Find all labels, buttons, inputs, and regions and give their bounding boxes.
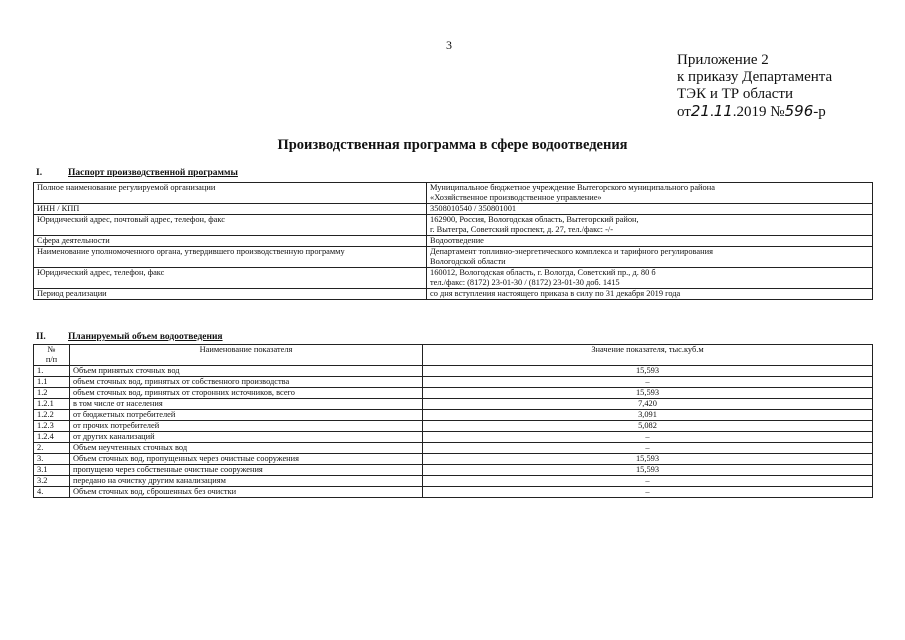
volume-num: 1.2 (34, 388, 70, 399)
section1-heading (36, 168, 238, 178)
passport-value-line: г. Вытегра, Советский проспект, д. 27, тел./факс: -/- (430, 225, 613, 234)
volume-name: Объем неучтенных сточных вод (70, 443, 423, 454)
passport-label: Наименование уполномоченного органа, утвердившего производственную программу (34, 247, 427, 268)
appendix-date-line: от21.11.2019 №596-р (677, 102, 826, 120)
passport-value-line: 162900, Россия, Вологодская область, Вытегорский район, (430, 215, 639, 224)
passport-table (33, 182, 873, 300)
volume-name: Объем принятых сточных вод (70, 366, 423, 377)
passport-value-line: 3508010540 / 350801001 (430, 204, 517, 213)
volume-value: 15,593 (423, 366, 873, 377)
section1-title: Паспорт производственной программы (68, 168, 238, 178)
section2-number: II. (36, 332, 46, 342)
section2-heading (36, 332, 223, 342)
volume-row (34, 399, 873, 410)
volume-value: – (423, 443, 873, 454)
order-suffix: -р (813, 104, 826, 120)
passport-label: Юридический адрес, почтовый адрес, телефон, факс (34, 215, 427, 236)
passport-value (427, 268, 873, 289)
handwritten-order-number: 596 (784, 102, 814, 120)
passport-value-line: Муниципальное бюджетное учреждение Вытегорского муниципального района (430, 183, 715, 192)
volume-num: 3.1 (34, 465, 70, 476)
volume-name: Объем сточных вод, пропущенных через очистные сооружения (70, 454, 423, 465)
passport-label: Полное наименование регулируемой организации (34, 183, 427, 204)
volume-row (34, 465, 873, 476)
passport-value-line: 160012, Вологодская область, г. Вологда, Советский пр., д. 80 б (430, 268, 656, 277)
passport-value (427, 204, 873, 215)
volume-value: 3,091 (423, 410, 873, 421)
year-part: .2019 № (732, 104, 785, 120)
page-number: 3 (446, 38, 452, 52)
passport-value (427, 183, 873, 204)
appendix-block (677, 52, 832, 121)
passport-row (34, 236, 873, 247)
passport-value (427, 247, 873, 268)
volume-value: 7,420 (423, 399, 873, 410)
volume-name: объем сточных вод, принятых от собственного производства (70, 377, 423, 388)
header-name: Наименование показателя (70, 345, 423, 366)
passport-value (427, 236, 873, 247)
volume-value: – (423, 476, 873, 487)
passport-label: Юридический адрес, телефон, факс (34, 268, 427, 289)
passport-row (34, 204, 873, 215)
volume-row (34, 366, 873, 377)
volume-num: 2. (34, 443, 70, 454)
passport-row (34, 289, 873, 300)
volume-row (34, 443, 873, 454)
section2-title: Планируемый объем водоотведения (68, 332, 223, 342)
volume-value: 5,082 (423, 421, 873, 432)
date-prefix: от (677, 104, 691, 120)
passport-row (34, 215, 873, 236)
volume-row (34, 377, 873, 388)
volume-name: от бюджетных потребителей (70, 410, 423, 421)
volume-name: объем сточных вод, принятых от сторонних источников, всего (70, 388, 423, 399)
volume-value: – (423, 487, 873, 498)
document-title: Производственная программа в сфере водоотведения (277, 137, 628, 153)
appendix-line: ТЭК и ТР области (677, 86, 793, 102)
volume-row (34, 421, 873, 432)
volume-row (34, 454, 873, 465)
volume-table-header (34, 345, 873, 366)
passport-label: Сфера деятельности (34, 236, 427, 247)
appendix-line: к приказу Департамента (677, 69, 833, 85)
volume-num: 1.2.4 (34, 432, 70, 443)
section1-number: I. (36, 168, 43, 178)
header-num: № п/п (34, 345, 70, 366)
volume-name: передано на очистку другим канализациям (70, 476, 423, 487)
volume-value: 15,593 (423, 465, 873, 476)
volume-value: – (423, 432, 873, 443)
passport-value-line: Департамент топливно-энергетического комплекса и тарифного регулирования (430, 247, 713, 256)
volume-num: 1.2.2 (34, 410, 70, 421)
handwritten-day: 21 (690, 102, 710, 120)
passport-value (427, 215, 873, 236)
passport-label: Период реализации (34, 289, 427, 300)
volume-name: пропущено через собственные очистные сооружения (70, 465, 423, 476)
volume-num: 1.2.1 (34, 399, 70, 410)
volume-name: в том числе от населения (70, 399, 423, 410)
passport-value-line: со дня вступления настоящего приказа в силу по 31 декабря 2019 года (430, 289, 681, 298)
volume-value: 15,593 (423, 454, 873, 465)
passport-row (34, 268, 873, 289)
passport-row (34, 183, 873, 204)
volume-num: 3.2 (34, 476, 70, 487)
volume-name: от прочих потребителей (70, 421, 423, 432)
volume-row (34, 410, 873, 421)
volume-num: 1. (34, 366, 70, 377)
passport-value (427, 289, 873, 300)
volume-value: 15,593 (423, 388, 873, 399)
handwritten-month: 11 (713, 102, 733, 120)
passport-row (34, 247, 873, 268)
passport-label: ИНН / КПП (34, 204, 427, 215)
volume-table (33, 344, 873, 498)
passport-value-line: Водоотведение (430, 236, 484, 245)
volume-row (34, 432, 873, 443)
volume-num: 1.1 (34, 377, 70, 388)
appendix-line: Приложение 2 (677, 52, 769, 68)
passport-value-line: «Хозяйственное производственное управление» (430, 193, 602, 202)
volume-num: 3. (34, 454, 70, 465)
volume-num: 1.2.3 (34, 421, 70, 432)
header-value: Значение показателя, тыс.куб.м (423, 345, 873, 366)
volume-name: Объем сточных вод, сброшенных без очистки (70, 487, 423, 498)
passport-value-line: тел./факс: (8172) 23-01-30 / (8172) 23-01-30 доб. 1415 (430, 278, 620, 287)
volume-row (34, 476, 873, 487)
volume-name: от других канализаций (70, 432, 423, 443)
passport-value-line: Вологодской области (430, 257, 506, 266)
volume-value: – (423, 377, 873, 388)
volume-row (34, 388, 873, 399)
volume-num: 4. (34, 487, 70, 498)
volume-row (34, 487, 873, 498)
